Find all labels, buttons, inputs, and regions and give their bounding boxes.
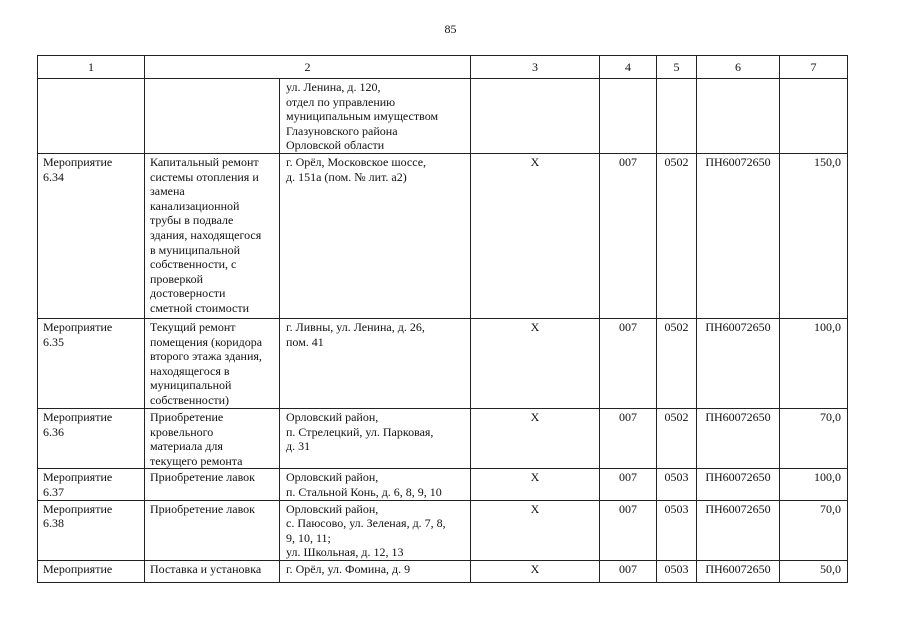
col6-cell: ПН60072650 — [697, 500, 780, 560]
col3-cell: X — [471, 560, 600, 582]
col6-cell: ПН60072650 — [697, 409, 780, 469]
header-col-6: 6 — [697, 56, 780, 79]
col6-cell: ПН60072650 — [697, 154, 780, 319]
table-row — [38, 469, 848, 500]
event-cell: Мероприятие 6.34 — [38, 154, 145, 319]
header-col-3: 3 — [471, 56, 600, 79]
amount-cell: 70,0 — [780, 500, 848, 560]
col3-cell: X — [471, 409, 600, 469]
amount-cell — [780, 79, 848, 154]
header-col-1: 1 — [38, 56, 145, 79]
budget-table — [37, 55, 848, 583]
col6-cell — [697, 79, 780, 154]
table-row — [38, 500, 848, 560]
event-cell: Мероприятие 6.35 — [38, 319, 145, 409]
col6-cell: ПН60072650 — [697, 469, 780, 500]
work-name-cell: Приобретение кровельного материала для текущего ремонта — [145, 409, 280, 469]
address-cell: г. Ливны, ул. Ленина, д. 26, пом. 41 — [280, 319, 471, 409]
address-cell: г. Орёл, Московское шоссе, д. 151а (пом. № лит. а2) — [280, 154, 471, 319]
table-row — [38, 154, 848, 319]
address-cell: Орловский район, п. Стальной Конь, д. 6, 8, 9, 10 — [280, 469, 471, 500]
col3-cell: X — [471, 469, 600, 500]
event-cell — [38, 79, 145, 154]
amount-cell: 50,0 — [780, 560, 848, 582]
col5-cell: 0503 — [657, 469, 697, 500]
header-col-5: 5 — [657, 56, 697, 79]
event-cell: Мероприятие 6.36 — [38, 409, 145, 469]
col4-cell: 007 — [600, 560, 657, 582]
address-cell: ул. Ленина, д. 120, отдел по управлению муниципальным имуществом Глазуновского района Орловской области — [280, 79, 471, 154]
page-number: 85 — [444, 22, 457, 36]
col3-cell: X — [471, 500, 600, 560]
header-row — [38, 56, 848, 79]
table-row — [38, 409, 848, 469]
col5-cell — [657, 79, 697, 154]
col5-cell: 0503 — [657, 500, 697, 560]
header-col-2: 2 — [145, 56, 471, 79]
amount-cell: 70,0 — [780, 409, 848, 469]
table-row — [38, 319, 848, 409]
amount-cell: 100,0 — [780, 469, 848, 500]
col3-cell: X — [471, 154, 600, 319]
work-name-cell — [145, 79, 280, 154]
work-name-cell: Поставка и установка — [145, 560, 280, 582]
work-name-cell: Приобретение лавок — [145, 469, 280, 500]
col4-cell: 007 — [600, 500, 657, 560]
col4-cell: 007 — [600, 154, 657, 319]
work-name-cell: Текущий ремонт помещения (коридора второго этажа здания, находящегося в муниципальной собственности) — [145, 319, 280, 409]
work-name-cell: Капитальный ремонт системы отопления и замена канализационной трубы в подвале здания, находящегося в муниципальной собственности, с проверкой достоверности сметной стоимости — [145, 154, 280, 319]
col4-cell — [600, 79, 657, 154]
event-cell: Мероприятие 6.37 — [38, 469, 145, 500]
header-col-4: 4 — [600, 56, 657, 79]
event-cell: Мероприятие 6.38 — [38, 500, 145, 560]
col4-cell: 007 — [600, 469, 657, 500]
col5-cell: 0503 — [657, 560, 697, 582]
address-cell: г. Орёл, ул. Фомина, д. 9 — [280, 560, 471, 582]
address-cell: Орловский район, с. Паюсово, ул. Зеленая, д. 7, 8, 9, 10, 11; ул. Школьная, д. 12, 13 — [280, 500, 471, 560]
col6-cell: ПН60072650 — [697, 319, 780, 409]
col4-cell: 007 — [600, 319, 657, 409]
event-cell: Мероприятие — [38, 560, 145, 582]
address-cell: Орловский район, п. Стрелецкий, ул. Парковая, д. 31 — [280, 409, 471, 469]
col5-cell: 0502 — [657, 409, 697, 469]
table-row — [38, 560, 848, 582]
header-col-7: 7 — [780, 56, 848, 79]
work-name-cell: Приобретение лавок — [145, 500, 280, 560]
amount-cell: 100,0 — [780, 319, 848, 409]
col5-cell: 0502 — [657, 319, 697, 409]
amount-cell: 150,0 — [780, 154, 848, 319]
col3-cell — [471, 79, 600, 154]
col3-cell: X — [471, 319, 600, 409]
col5-cell: 0502 — [657, 154, 697, 319]
table-row — [38, 79, 848, 154]
col6-cell: ПН60072650 — [697, 560, 780, 582]
col4-cell: 007 — [600, 409, 657, 469]
